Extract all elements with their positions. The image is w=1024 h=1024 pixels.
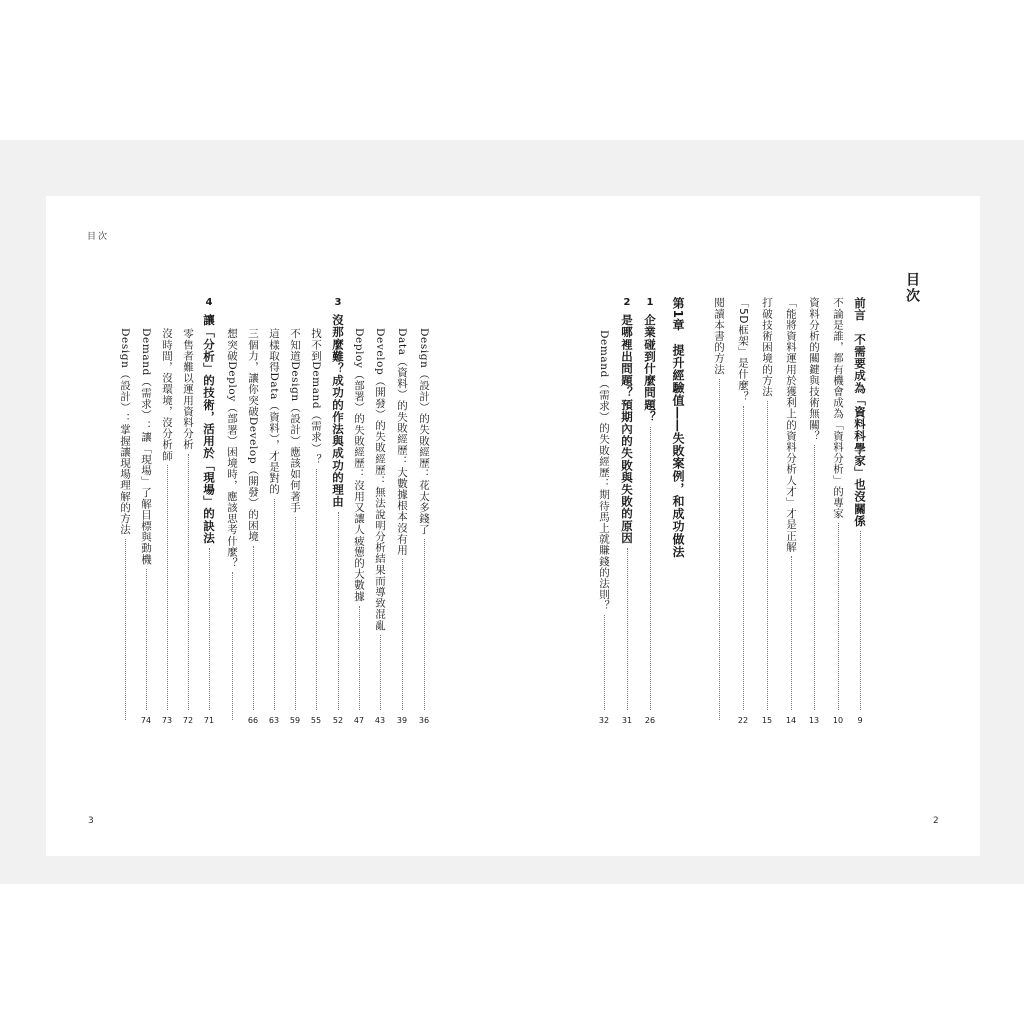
entry-page: 72: [182, 716, 194, 725]
toc-entry[interactable]: [830, 297, 846, 726]
entry-title: 是哪裡出問題？預期內的失敗與失敗的原因: [620, 314, 634, 544]
entry-title: 不知道Design（設計）應該如何著手: [289, 328, 301, 513]
dot-leader: [359, 606, 360, 710]
dot-leader: [338, 512, 339, 710]
entry-title: Data（資料）的失敗經歷：大數據根本沒有用: [396, 328, 408, 556]
dot-leader: [402, 559, 403, 710]
entry-title: 第1章 提升經驗值――失敗案例，和成功做法: [671, 297, 685, 558]
toc-entry[interactable]: [180, 328, 196, 726]
entry-title: 沒時間，沒環境，沒分析師: [161, 328, 173, 462]
toc-entry[interactable]: [619, 297, 635, 726]
entry-title: Develop（開發）的失敗經歷：無法說明分析結果而導致混亂: [374, 328, 386, 631]
dot-leader: [232, 572, 233, 720]
toc-entry[interactable]: [783, 297, 799, 726]
entry-title: 想突破Deploy（部署）困境時，應該思考什麼？: [226, 328, 238, 569]
entry-title: 讓「分析」的技術，活用於「現場」的訣法: [202, 314, 216, 544]
dot-leader: [380, 635, 381, 710]
dot-leader: [424, 539, 425, 710]
entry-title: 這樣取得Data（資料），才是對的: [268, 328, 280, 495]
dot-leader: [650, 427, 651, 710]
entry-title: Design（設計）的失敗經歷：花太多錢了: [418, 328, 430, 535]
dot-leader: [767, 401, 768, 710]
toc-entry[interactable]: [416, 328, 432, 726]
entry-title: 閱讀本書的方法: [713, 297, 725, 375]
dot-leader: [743, 406, 744, 710]
entry-title: 「能將資料運用於獲利上的資料分析人才」才是正解: [785, 297, 797, 553]
entry-page: 47: [353, 716, 365, 725]
entry-page: 22: [737, 716, 749, 725]
entry-title: 打破技術困境的方法: [761, 297, 773, 397]
entry-page: 13: [808, 716, 820, 725]
entry-title: Demand（需求）的失敗經歷：期待馬上就賺錢的法則？: [598, 330, 610, 612]
entry-page: 43: [374, 716, 386, 725]
dot-leader: [719, 379, 720, 720]
entry-title: 前言 不需要成為「資料科學家」也沒關係: [853, 297, 867, 527]
dot-leader: [146, 569, 147, 710]
toc-entry[interactable]: [287, 328, 303, 726]
entry-title: 三個力，讓你突破Develop（開發）的困境: [247, 328, 259, 542]
entry-page: 66: [247, 716, 259, 725]
entry-title: 不論是誰，都有機會成為「資料分析」的專家: [832, 297, 844, 519]
toc-title: 目次: [904, 272, 920, 304]
dot-leader: [188, 454, 189, 710]
entry-page: 9: [857, 716, 863, 725]
toc-entry[interactable]: [245, 328, 261, 726]
entry-page: 73: [161, 716, 173, 725]
dot-leader: [167, 465, 168, 710]
page-number-left: 3: [88, 816, 94, 826]
entry-page: 52: [332, 716, 344, 725]
toc-entry[interactable]: [266, 328, 282, 726]
entry-number: 4: [205, 297, 213, 308]
entry-page: 39: [396, 716, 408, 725]
entry-page: 15: [761, 716, 773, 725]
dot-leader: [274, 499, 275, 710]
toc-entry[interactable]: [351, 328, 367, 726]
toc-entry[interactable]: [138, 328, 154, 726]
entry-page: 10: [832, 716, 844, 725]
toc-entry[interactable]: [330, 297, 346, 726]
entry-title: 零售者難以運用資料分析: [182, 328, 194, 451]
entry-page: 14: [785, 716, 797, 725]
running-head: 目次: [87, 232, 110, 242]
entry-number: 1: [646, 297, 654, 308]
entry-number: 2: [623, 297, 631, 308]
entry-page: 55: [310, 716, 322, 725]
page-number-right: 2: [933, 816, 939, 826]
entry-page: 36: [418, 716, 430, 725]
toc-entry[interactable]: [201, 297, 217, 726]
entry-title: Demand（需求）：讓「現場」了解目標與動機: [140, 328, 152, 565]
dot-leader: [295, 517, 296, 710]
toc-entry[interactable]: [372, 328, 388, 726]
entry-title: Design（設計）：掌握讓現場理解的方法: [119, 328, 131, 535]
entry-title: 找不到Demand（需求）？: [310, 328, 322, 465]
entry-page: 71: [203, 716, 215, 725]
toc-entry[interactable]: [308, 328, 324, 726]
dot-leader: [814, 445, 815, 710]
toc-entry[interactable]: [224, 328, 240, 726]
entry-number: 3: [334, 297, 342, 308]
toc-entry[interactable]: [850, 297, 870, 726]
dot-leader: [791, 556, 792, 710]
entry-page: 74: [140, 716, 152, 725]
dot-leader: [316, 469, 317, 710]
toc-entry[interactable]: [642, 297, 658, 726]
entry-page: 31: [621, 716, 633, 725]
toc-entry[interactable]: [394, 328, 410, 726]
entry-title: 沒那麼難？成功的作法與成功的理由: [331, 314, 345, 508]
toc-entry[interactable]: [759, 297, 775, 726]
dot-leader: [209, 548, 210, 710]
entry-title: 企業碰到什麼問題？: [643, 314, 657, 423]
entry-title: 「5D框架」是什麼？: [737, 297, 749, 402]
dot-leader: [253, 546, 254, 710]
toc-entry[interactable]: [806, 297, 822, 726]
toc-entry[interactable]: [117, 328, 133, 726]
toc-entry[interactable]: [711, 297, 727, 726]
toc-entry[interactable]: [735, 297, 751, 726]
dot-leader: [604, 615, 605, 710]
entry-page: 32: [598, 716, 610, 725]
entry-page: 26: [644, 716, 656, 725]
entry-title: 資料分析的關鍵與技術無關？: [808, 297, 820, 442]
dot-leader: [838, 523, 839, 710]
entry-page: 59: [289, 716, 301, 725]
dot-leader: [860, 531, 861, 710]
dot-leader: [125, 539, 126, 720]
toc-entry-chapter[interactable]: [668, 297, 688, 558]
toc-entry[interactable]: [159, 328, 175, 726]
entry-page: 63: [268, 716, 280, 725]
toc-entry[interactable]: [596, 330, 612, 726]
entry-title: Deploy（部署）的失敗經歷：沒用又讓人疲憊的大數據: [353, 328, 365, 602]
dot-leader: [627, 548, 628, 710]
